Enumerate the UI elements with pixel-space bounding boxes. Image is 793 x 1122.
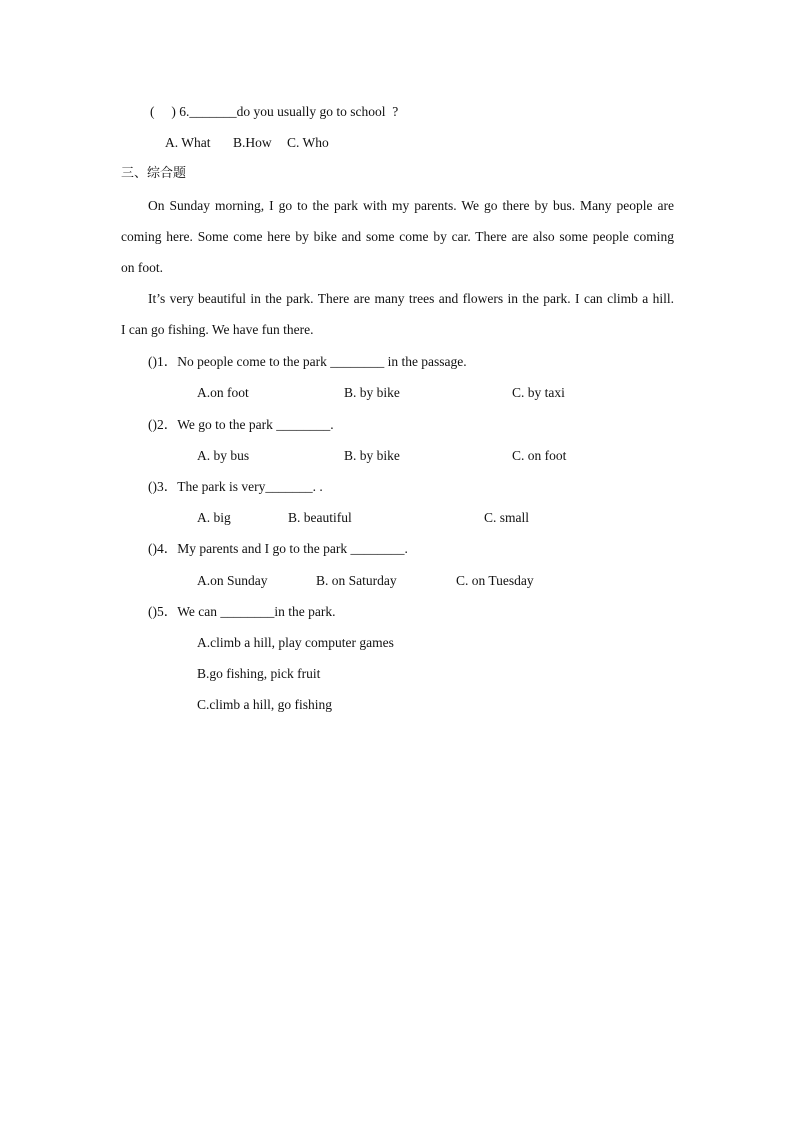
question-1: ()1．No people come to the park ________ in the passage. <box>148 354 467 369</box>
passage-p1-line-3: on foot. <box>121 260 163 275</box>
question-6: ( ) 6._______do you usually go to school ? <box>150 104 399 119</box>
question-6-option-c: C. Who <box>287 135 329 150</box>
question-2-option-a: A. by bus <box>197 448 250 463</box>
question-1-option-b: B. by bike <box>344 385 400 400</box>
question-3-option-a: A. big <box>197 510 231 525</box>
question-3: ()3．The park is very_______. . <box>148 479 323 494</box>
passage-p2-line-1: It’s very beautiful in the park. There are many trees and flowers in the park. I can climb a hill. <box>148 291 674 306</box>
question-1-option-a: A.on foot <box>197 385 249 400</box>
question-3-option-c: C. small <box>484 510 530 525</box>
question-2-option-c: C. on foot <box>512 448 567 463</box>
question-5: ()5．We can ________in the park. <box>148 604 336 619</box>
passage-p1-line-2: coming here. Some come here by bike and some come by car. There are also some people coming <box>121 229 674 244</box>
question-4: ()4．My parents and I go to the park ________. <box>148 541 408 556</box>
question-4-option-c: C. on Tuesday <box>456 573 534 588</box>
question-6-option-b: B.How <box>233 135 272 150</box>
question-2: ()2．We go to the park ________. <box>148 417 334 432</box>
passage-p2-line-2: I can go fishing. We have fun there. <box>121 322 314 337</box>
section-heading: 三、综合题 <box>121 166 187 181</box>
question-6-option-a: A. What <box>165 135 211 150</box>
passage-p1-line-1: On Sunday morning, I go to the park with my parents. We go there by bus. Many people are <box>148 198 674 213</box>
question-4-option-a: A.on Sunday <box>197 573 268 588</box>
question-5-option-a: A.climb a hill, play computer games <box>197 635 394 650</box>
question-3-option-b: B. beautiful <box>288 510 352 525</box>
question-5-option-b: B.go fishing, pick fruit <box>197 666 321 681</box>
question-4-option-b: B. on Saturday <box>316 573 397 588</box>
question-2-option-b: B. by bike <box>344 448 400 463</box>
question-5-option-c: C.climb a hill, go fishing <box>197 697 332 712</box>
question-1-option-c: C. by taxi <box>512 385 565 400</box>
